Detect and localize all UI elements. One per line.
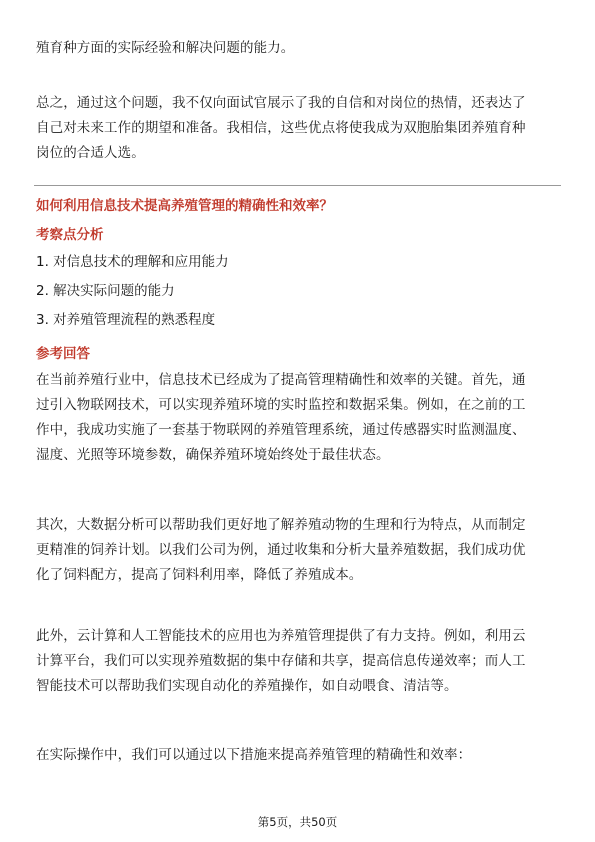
question-heading: 如何利用信息技术提高养殖管理的精确性和效率？ bbox=[36, 198, 333, 214]
exam-point-item: 3. 对养殖管理流程的熟悉程度 bbox=[36, 312, 216, 328]
section-divider bbox=[34, 185, 561, 186]
continuation-paragraph: 殖育种方面的实际经验和解决问题的能力。 bbox=[36, 40, 295, 56]
exam-points-heading: 考察点分析 bbox=[36, 227, 104, 243]
exam-point-item: 1. 对信息技术的理解和应用能力 bbox=[36, 254, 229, 270]
summary-paragraph: 总之，通过这个问题，我不仅向面试官展示了我的自信和对岗位的热情，还表达了 自己对未来工作的期望和准备。我相信，这些优点将使我成为双胞胎集团养殖育种 岗位的合适人选。 bbox=[36, 95, 526, 161]
page-number: 第5页，共50页 bbox=[257, 815, 338, 829]
answer-paragraph: 在当前养殖行业中，信息技术已经成为了提高管理精确性和效率的关键。首先，通 过引入物联网技术，可以实现养殖环境的实时监控和数据采集。例如，在之前的工 作中，我成功实施了一套基于物联网的养殖管理系统，通过传感器实时监测温度、 湿度、光照等环境参数，确保养殖环境始终处于最佳状态。 bbox=[36, 372, 526, 463]
answer-paragraph: 其次，大数据分析可以帮助我们更好地了解养殖动物的生理和行为特点，从而制定 更精准的饲养计划。以我们公司为例，通过收集和分析大量养殖数据，我们成功优 化了饲料配方，提高了饲料利用率，降低了养殖成本。 bbox=[36, 517, 526, 583]
exam-point-item: 2. 解决实际问题的能力 bbox=[36, 283, 175, 299]
answer-heading: 参考回答 bbox=[36, 346, 90, 362]
answer-paragraph: 此外，云计算和人工智能技术的应用也为养殖管理提供了有力支持。例如，利用云 计算平台，我们可以实现养殖数据的集中存储和共享，提高信息传递效率；而人工 智能技术可以帮助我们实现自动化的养殖操作，如自动喂食、清洁等。 bbox=[36, 628, 526, 694]
answer-paragraph: 在实际操作中，我们可以通过以下措施来提高养殖管理的精确性和效率： bbox=[36, 747, 472, 763]
